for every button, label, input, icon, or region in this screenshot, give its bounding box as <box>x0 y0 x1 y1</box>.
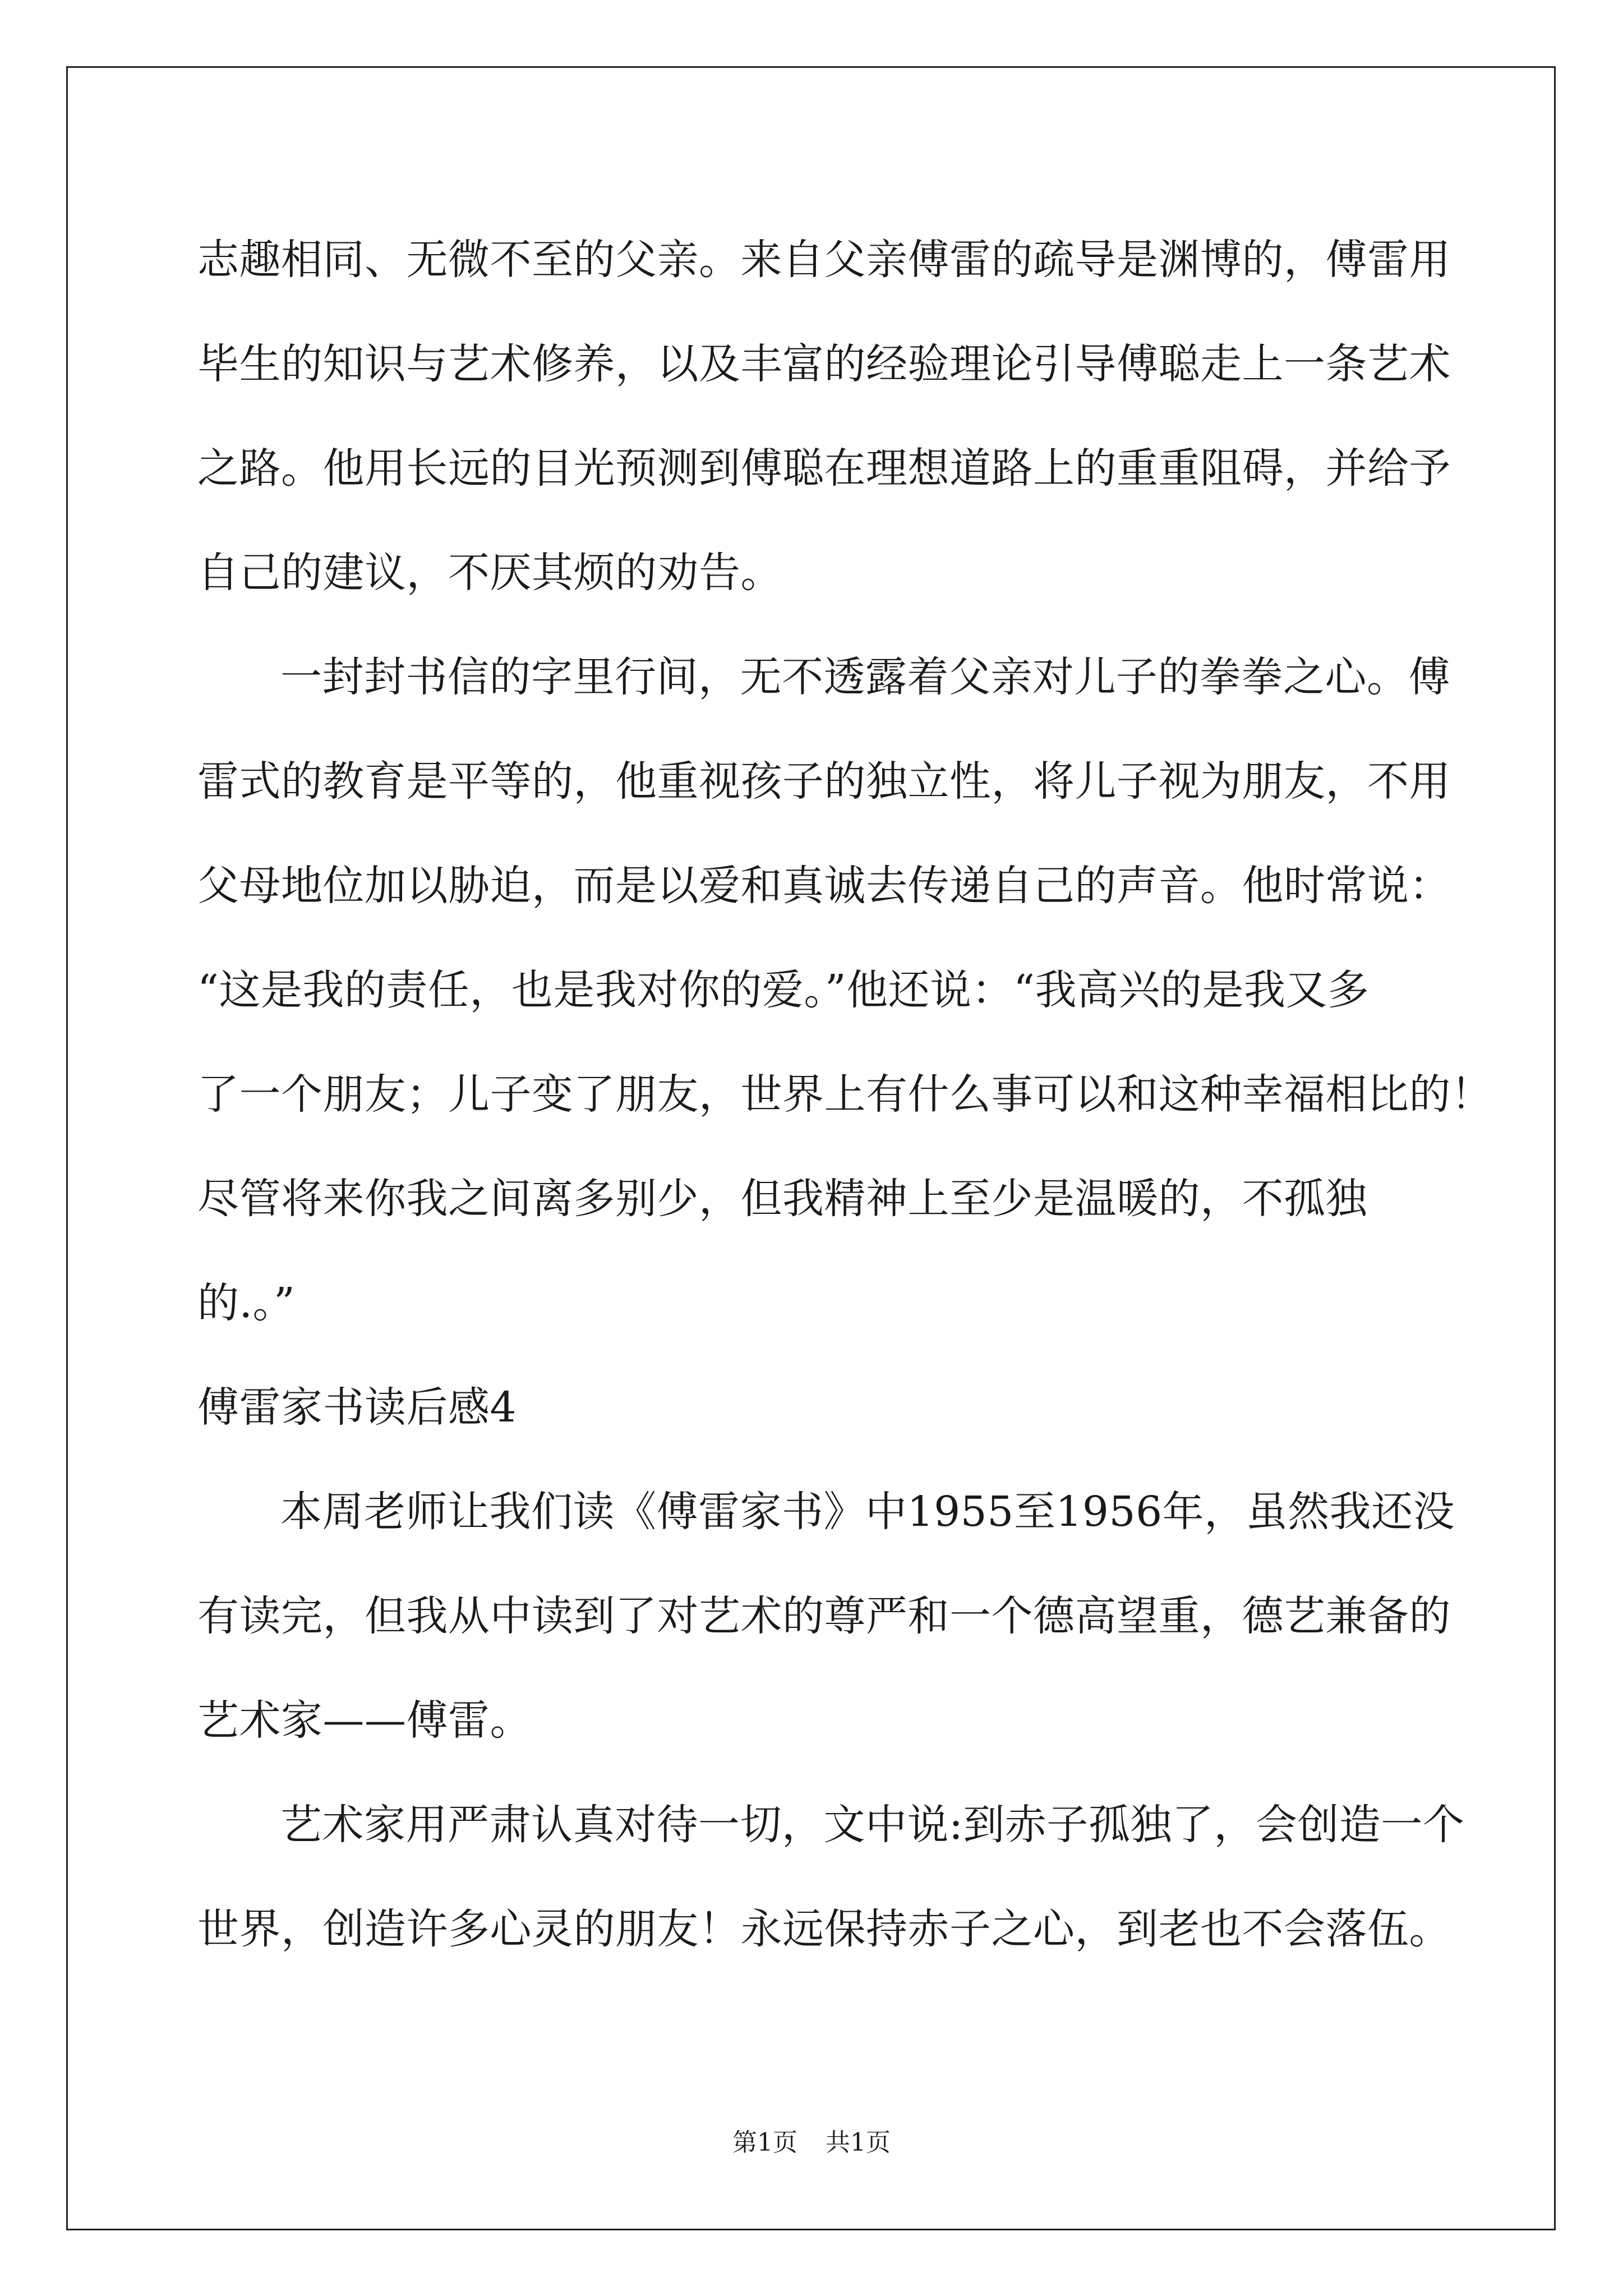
text-line: 志趣相同、无微不至的父亲。来自父亲傅雷的疏导是渊博的，傅雷用 <box>197 236 1451 284</box>
paragraph-start-line: 本周老师让我们读《傅雷家书》中1955至1956年，虽然我还没 <box>280 1488 1455 1536</box>
section-heading: 傅雷家书读后感4 <box>197 1383 517 1432</box>
text-line: 艺术家——傅雷。 <box>197 1696 532 1745</box>
text-line: 的.。” <box>197 1279 296 1327</box>
text-line: 雷式的教育是平等的，他重视孩子的独立性，将儿子视为朋友，不用 <box>197 757 1451 806</box>
document-body <box>197 208 1493 1981</box>
text-line: 世界，创造许多心灵的朋友！永远保持赤子之心，到老也不会落伍。 <box>197 1905 1451 1953</box>
page-total: 共1页 <box>826 2128 891 2157</box>
page-number: 第1页 <box>732 2128 797 2157</box>
paragraph-start-line: 一封封书信的字里行间，无不透露着父亲对儿子的拳拳之心。傅 <box>280 653 1450 701</box>
text-line: 尽管将来你我之间离多别少，但我精神上至少是温暖的，不孤独 <box>197 1175 1367 1223</box>
text-line: “这是我的责任，也是我对你的爱。”他还说：“我高兴的是我又多 <box>197 966 1370 1014</box>
text-line: 之路。他用长远的目光预测到傅聪在理想道路上的重重阻碍，并给予 <box>197 444 1451 493</box>
text-line: 父母地位加以胁迫，而是以爱和真诚去传递自己的声音。他时常说： <box>197 862 1451 910</box>
text-line: 毕生的知识与艺术修养，以及丰富的经验理论引导傅聪走上一条艺术 <box>197 340 1451 388</box>
text-line: 了一个朋友；儿子变了朋友，世界上有什么事可以和这种幸福相比的！ <box>197 1070 1493 1119</box>
text-line: 有读完，但我从中读到了对艺术的尊严和一个德高望重，德艺兼备的 <box>197 1592 1451 1640</box>
text-line: 自己的建议，不厌其烦的劝告。 <box>197 549 782 597</box>
page-footer <box>0 2126 1623 2160</box>
paragraph-start-line: 艺术家用严肃认真对待一切，文中说:到赤子孤独了，会创造一个 <box>280 1801 1465 1849</box>
